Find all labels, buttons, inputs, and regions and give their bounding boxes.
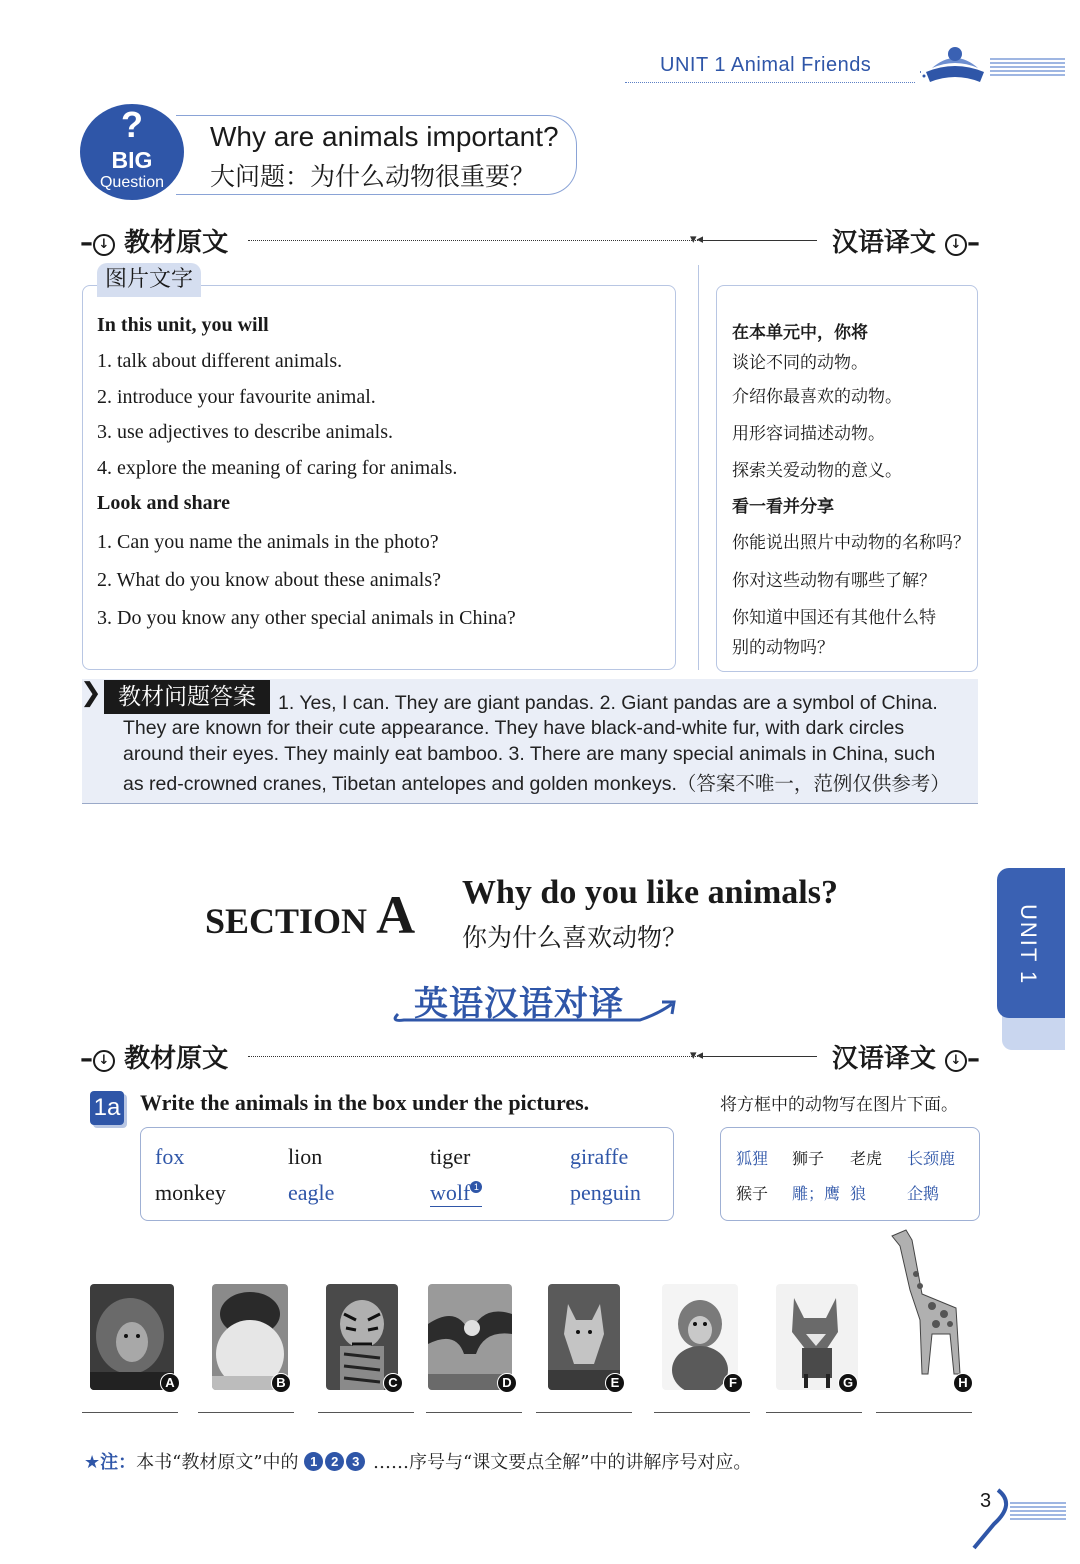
footnote-text1: 本书“教材原文”中的: [136, 1452, 299, 1473]
translation-item: 用形容词描述动物。: [732, 424, 885, 444]
star-icon: ★: [84, 1452, 101, 1473]
section-a-title: [205, 884, 415, 946]
word-monkey: monkey: [155, 1180, 226, 1205]
translation-item: 你对这些动物有哪些了解？: [732, 571, 936, 591]
answer-line: as red-crowned cranes, Tibetan antelopes and golden monkeys.（答案不唯一，范例仅供参考）: [123, 773, 950, 795]
answer-blank[interactable]: [318, 1412, 414, 1413]
task-1a-badge: 1a: [90, 1091, 124, 1125]
cn-word: 狼: [850, 1184, 867, 1203]
giraffe-photo: [876, 1224, 976, 1390]
big-question-en: Why are animals important?: [210, 121, 559, 152]
word-tiger: tiger: [430, 1144, 471, 1169]
answer-line: They are known for their cute appearance. They have black-and-white fur, with dark circles: [123, 717, 905, 739]
picture-text-item: 2. introduce your favourite animal.: [97, 386, 376, 408]
number-badge: 1: [304, 1452, 323, 1471]
divider-right-label: 汉语译文: [831, 1044, 936, 1074]
answers-label: 教材问题答案: [104, 680, 270, 714]
cn-word: 老虎: [850, 1149, 883, 1168]
translation-title: 英语汉语对译: [414, 984, 624, 1024]
page-stripes: [1010, 1500, 1066, 1522]
word-giraffe: giraffe: [570, 1144, 629, 1169]
cn-word: 狮子: [792, 1149, 825, 1168]
picture-text-heading2: Look and share: [97, 492, 231, 514]
picture-text-tab: 图片文字: [97, 263, 201, 297]
section-a-en-title: Why do you like animals?: [462, 874, 838, 911]
translation-item: 谈论不同的动物。: [732, 353, 868, 373]
footnote: [84, 1448, 751, 1474]
section-divider: [80, 220, 980, 260]
divider-solid-line: [702, 240, 817, 241]
answer-blank[interactable]: [198, 1412, 294, 1413]
section-letter: A: [376, 885, 416, 945]
photo-label: G: [838, 1373, 858, 1393]
book-logo-icon: [920, 42, 990, 86]
picture-text-item: 4. explore the meaning of caring for animals.: [97, 457, 458, 479]
word-wolf: [430, 1180, 482, 1207]
big-question-badge: [80, 104, 184, 200]
word-box: [140, 1127, 674, 1221]
cn-word: 雕；鹰: [792, 1184, 841, 1203]
page-curve-decoration: [972, 1488, 1012, 1550]
cn-word-box: [720, 1127, 980, 1221]
divider-right-label: 汉语译文: [831, 228, 936, 258]
cn-word: 企鹅: [907, 1184, 940, 1203]
unit-label: UNIT 1 Animal Friends: [660, 54, 872, 76]
arrow-down-icon: ↓: [93, 234, 115, 256]
lion-photo: [90, 1284, 174, 1390]
header-rule: [625, 82, 915, 83]
translation-item: 你知道中国还有其他什么特: [732, 608, 936, 628]
picture-text-item: 2. What do you know about these animals?: [97, 569, 442, 591]
answer-blank[interactable]: [766, 1412, 862, 1413]
big-question-cn: 大问题：为什么动物很重要？: [210, 163, 536, 191]
unit-side-tab-label: UNIT 1: [1016, 904, 1041, 986]
cn-word: 长颈鹿: [907, 1149, 956, 1168]
number-badge: 2: [325, 1452, 344, 1471]
photo-label: D: [497, 1373, 517, 1393]
translation-item: 你能说出照片中动物的名称吗？: [732, 533, 970, 553]
page-number: 3: [980, 1490, 992, 1512]
number-badge: 3: [346, 1452, 365, 1471]
section-a-cn-title: 你为什么喜欢动物？: [462, 924, 688, 952]
note-number-icon: 1: [470, 1181, 482, 1193]
photo-label: C: [383, 1373, 403, 1393]
question-mark-icon: ?: [121, 104, 143, 145]
cn-word: 猴子: [736, 1184, 769, 1203]
arrow-down-icon: ↓: [93, 1050, 115, 1072]
unit-side-tab[interactable]: [997, 868, 1065, 1018]
answer-blank[interactable]: [876, 1412, 972, 1413]
divider-solid-line: [702, 1056, 817, 1057]
column-separator: [698, 265, 699, 670]
divider-left: – ↓ 教材原文: [80, 228, 229, 258]
divider-right: 汉语译文 ↓ –: [831, 1044, 980, 1074]
photo-label: H: [953, 1373, 973, 1393]
answer-blank[interactable]: [82, 1412, 178, 1413]
picture-text-item: 1. talk about different animals.: [97, 350, 343, 372]
answer-blank[interactable]: [536, 1412, 632, 1413]
header-stripes: [990, 56, 1065, 76]
task-1a-instruction-en: Write the animals in the box under the pictures.: [140, 1090, 590, 1115]
big-question-word: Question: [99, 174, 165, 191]
word-eagle: eagle: [288, 1180, 335, 1205]
answer-blank[interactable]: [426, 1412, 522, 1413]
footnote-text2: ……序号与“课文要点全解”中的讲解序号对应。: [373, 1452, 752, 1473]
arrow-down-icon: ↓: [945, 234, 967, 256]
translation-heading2: 看一看并分享: [732, 497, 834, 517]
word-lion: lion: [288, 1144, 323, 1169]
photo-label: B: [271, 1373, 291, 1393]
eagle-photo: [428, 1284, 512, 1390]
section-label: SECTION: [205, 901, 368, 941]
translation-item: 介绍你最喜欢的动物。: [732, 387, 902, 407]
picture-text-item: 3. Do you know any other special animals in China?: [97, 607, 516, 629]
answer-blank[interactable]: [654, 1412, 750, 1413]
picture-text-item: 3. use adjectives to describe animals.: [97, 421, 394, 443]
answer-line: 1. Yes, I can. They are giant pandas. 2. Giant pandas are a symbol of China.: [278, 692, 938, 714]
picture-text-heading1: In this unit, you will: [97, 314, 269, 336]
divider-right: 汉语译文 ↓ –: [831, 228, 980, 258]
translation-heading1: 在本单元中，你将: [732, 323, 868, 343]
photo-label: A: [160, 1373, 180, 1393]
divider-mark: ▾◂: [690, 231, 704, 246]
page-header: [0, 40, 1080, 90]
footnote-label: 注：: [100, 1452, 137, 1473]
word-fox: fox: [155, 1144, 185, 1169]
arrow-down-icon: ↓: [945, 1050, 967, 1072]
swoosh-arrow-icon: [390, 1000, 680, 1028]
translation-item: 别的动物吗？: [732, 638, 834, 658]
big-question-big: BIG: [111, 147, 153, 173]
photo-label: E: [605, 1373, 625, 1393]
translation-item: 探索关爱动物的意义。: [732, 461, 902, 481]
divider-left-label: 教材原文: [124, 1044, 229, 1074]
answer-line: around their eyes. They mainly eat bamboo. 3. There are many special animals in China, such: [123, 743, 936, 765]
picture-text-item: 1. Can you name the animals in the photo?: [97, 531, 439, 553]
cn-word: 狐狸: [736, 1149, 769, 1168]
divider-left-label: 教材原文: [124, 228, 229, 258]
word-wolf-text: wolf: [430, 1180, 471, 1205]
word-penguin: penguin: [570, 1180, 641, 1205]
section-divider: [80, 1036, 980, 1076]
task-1a-instruction-cn: 将方框中的动物写在图片下面。: [720, 1095, 958, 1115]
divider-mark: ▾◂: [690, 1047, 704, 1062]
divider-left: – ↓ 教材原文: [80, 1044, 229, 1074]
photo-label: F: [723, 1373, 743, 1393]
chevron-right-icon: ❯: [80, 678, 102, 708]
